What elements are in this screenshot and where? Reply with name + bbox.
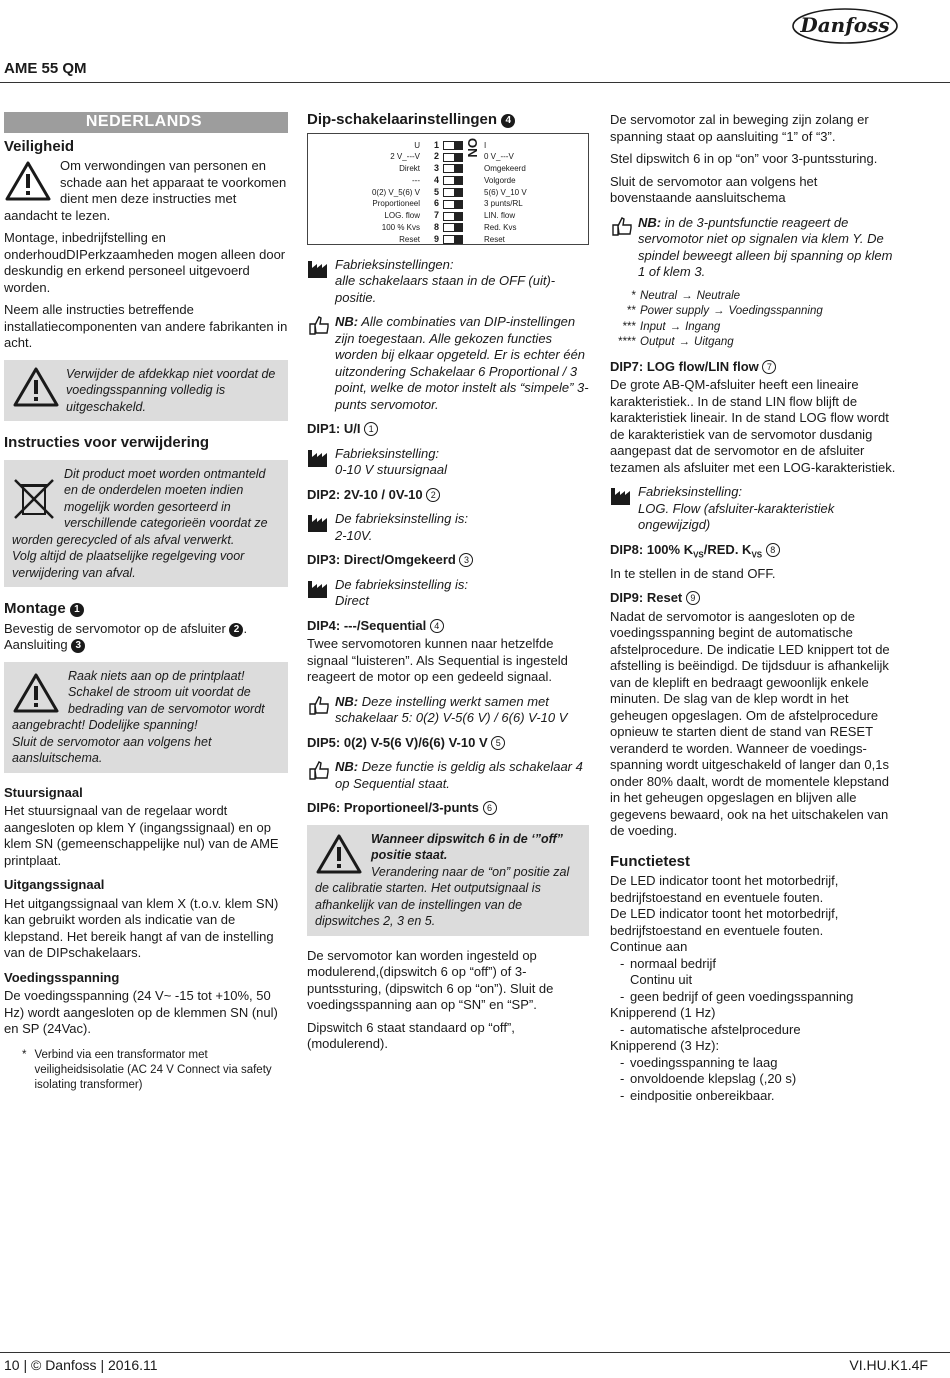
safety-block — [4, 158, 288, 230]
footer-rule — [0, 1352, 950, 1353]
warning-title: Wanneer dipswitch 6 in de ‘”off” positie staat. — [371, 831, 563, 862]
led-state: Continu uit — [630, 972, 693, 988]
factory-icon — [610, 484, 634, 506]
nb-note: NB: Alle combinaties van DIP-instellingen zijn toegestaan. Alle gekozen functies worden bij elkaar opgeteld. Er is echter één uitzondering Schakelaar 6 Proportional / 3 point, welke de motor instelt als “simpele” 3-punts servomotor. — [307, 314, 589, 413]
dip7-text: De grote AB-QM-afsluiter heeft een lineaire karakteristiek.. In de stand LIN flow blijft de karakteristiek lineair. In de stand LOG flow wordt de karakteristiek van de servomotor dusdanig aangepast dat de servomotor en de afsluiter tezamen als afsluiter met een LOG-karakteristiek. — [610, 377, 896, 475]
footnote: * Verbind via een transformator met veiligheidsisolatie (AC 24 V Connect via safety isolating transformer) — [22, 1048, 272, 1091]
factory-icon — [307, 257, 331, 279]
function-test-heading: Functietest — [610, 852, 691, 870]
dip2-heading: DIP2: 2V-10 / 0V-10 2 — [307, 487, 589, 504]
column-2 — [307, 112, 589, 1059]
output-signal-heading: Uitgangssignaal — [4, 877, 105, 892]
factory-setting-note: Fabrieksinstelling: 0-10 V stuursignaal — [307, 446, 589, 479]
dip-switch — [443, 200, 463, 209]
language-bar: NEDERLANDS — [4, 112, 288, 133]
paragraph: Stel dipswitch 6 in op “on” voor 3-puntssturing. — [610, 151, 878, 166]
safety-text: Om verwondingen van personen en schade aan het apparaat te voorkomen dient men deze instructies met aandacht te lezen. — [4, 158, 287, 223]
disposal-text: Dit product moet worden ontmanteld en de onderdelen moeten indien mogelijk worden gesorteerd in verschillende categorieën voordat ze worden gerecycled of als afval verwerkt. — [12, 466, 268, 547]
pointing-hand-icon — [610, 215, 634, 237]
terminal-legend — [610, 289, 896, 351]
dip3-heading: DIP3: Direct/Omgekeerd 3 — [307, 552, 589, 569]
paragraph: De servomotor kan worden ingesteld op modulerend,(dipswitch 6 op “off”) of 3-puntssturing, (dipswitch 6 op “on”). Sluit de voedingsspanning aan op “SN” en “SP”. — [307, 947, 554, 1012]
warning-icon — [315, 833, 363, 875]
danfoss-logo — [790, 4, 900, 46]
connection-text: Aansluiting 3 — [4, 637, 288, 654]
function-test-text: De LED indicator toont het motorbedrijf, bedrijfstoestand en eventuele fouten. — [610, 873, 839, 905]
factory-setting-note: Fabrieksinstellingen: alle schakelaars staan in de OFF (uit)-positie. — [307, 257, 589, 307]
factory-setting-note: De fabrieksinstelling is: Direct — [307, 577, 589, 610]
warning-text-2: Sluit de servomotor aan volgens het aansluitschema. — [12, 734, 212, 765]
montage-text: Bevestig de servomotor op de afsluiter 2 . — [4, 620, 248, 636]
disposal-box — [4, 460, 288, 588]
dip-switch-bank: 1 2 3 4 5 6 7 8 9 — [433, 140, 473, 246]
dip6-heading: DIP6: Proportioneel/3-punts 6 — [307, 800, 589, 817]
warning-text: Verwijder de afdekkap niet voordat de voedingsspanning volledig is uitgeschakeld. — [66, 366, 276, 414]
column-3 — [610, 112, 896, 1104]
header-rule — [0, 82, 950, 83]
paragraph: Sluit de servomotor aan volgens het bovenstaande aansluitschema — [610, 173, 818, 205]
nb-note: NB: in de 3-puntsfunctie reageert de servomotor niet op signalen via klem Y. De spindel beweegt alleen bij spanning op klem 1 of klem 3. — [610, 215, 896, 281]
paragraph: Montage, inbedrijfstelling en onderhoudDIPerkzaamheden mogen alleen door deskundig en erkend personeel uitgevoerd worden. — [4, 230, 286, 295]
led-list: - normaal bedrijf — [610, 956, 896, 973]
led-state: Continue aan — [610, 939, 688, 955]
nb-note: NB: Deze instelling werkt samen met schakelaar 5: 0(2) V-5(6 V) / 6(6) V-10 V — [307, 694, 589, 727]
crossed-bin-icon — [12, 476, 56, 522]
dip1-heading: DIP1: U/I 1 — [307, 421, 589, 438]
dip-switch — [443, 141, 463, 150]
montage-heading: Montage 1 — [4, 601, 288, 618]
dip7-heading: DIP7: LOG flow/LIN flow 7 — [610, 359, 896, 376]
dip-switch — [443, 164, 463, 173]
footer-left: 10 | © Danfoss | 2016.11 — [4, 1357, 158, 1373]
warning-icon — [12, 366, 60, 408]
led-list: - geen bedrijf of geen voedingsspanning — [610, 989, 896, 1006]
warning-icon — [12, 672, 60, 714]
factory-setting-note: Fabrieksinstelling: LOG. Flow (afsluiter-karakteristiek ongewijzigd) — [610, 484, 896, 534]
paragraph: De servomotor zal in beweging zijn zolang er spanning staat op aansluiting “1” of “3”. — [610, 112, 869, 144]
warning-text: Raak niets aan op de printplaat! Schakel de stroom uit voordat de bedrading van de servomotor wordt aangebracht! Dodelijke spanning! — [12, 668, 265, 732]
dip-switch — [443, 212, 463, 221]
control-signal-text: Het stuursignaal van de regelaar wordt aangesloten op klem Y (ingangssignaal) en op klem SN (gemeenschappelijke nul) van de AME printplaat. — [4, 803, 279, 868]
legend-row: * Neutral → Neutrale — [631, 289, 741, 302]
factory-icon — [307, 511, 331, 533]
dip9-text: Nadat de servomotor is aangesloten op de voedingsspanning begint de automatische afstelprocedure. De indicatie LED knippert tot de afstelling is beëindigd. De tijdsduur is afhankelijk van de kleplift en bedraagt gewoonlijk enkele minuten. De slag van de klep wordt in het geheugen opgeslagen. Om de afstelprocedure opnieuw te starten dient de stand van RESET veranderd te worden. Wanneer de voedings-spanning wordt uitgeschakeld of langer dan 0,1s onder 80% daalt, wordt de momentele klepstand in het geheugen opgeslagen en blijven alle gegevens bewaard, ook na het uitschakelen van de voeding. — [610, 608, 890, 839]
safety-heading: Veiligheid — [4, 137, 75, 155]
output-signal-text: Het uitgangssignaal van klem X (t.o.v. klem SN) kan gebruikt worden als indicatie van de klepstand. Het bereik hangt af van de instelling van de DIPschakelaars. — [4, 895, 279, 960]
dip-switch — [443, 223, 463, 232]
factory-setting-note: De fabrieksinstelling is: 2-10V. — [307, 511, 589, 544]
factory-icon — [307, 577, 331, 599]
dip-switch-diagram — [307, 133, 589, 245]
disposal-text-2: Volg altijd de plaatselijke regelgeving voor verwijdering van afval. — [12, 549, 245, 580]
control-signal-heading: Stuursignaal — [4, 784, 83, 800]
supply-text: De voedingsspanning (24 V~ -15 tot +10%, 50 Hz) wordt aangesloten op de klemmen SN (nul) en SP (24Vac). — [4, 988, 278, 1036]
column-1 — [4, 112, 288, 1093]
warning-icon — [4, 160, 52, 202]
figure-ref-badge: 1 — [70, 603, 84, 617]
led-list: - automatische afstelprocedure — [610, 1022, 896, 1039]
dip-switch — [443, 176, 463, 185]
figure-ref-badge: 3 — [71, 639, 85, 653]
dip4-text: Twee servomotoren kunnen naar hetzelfde signaal “luisteren”. Als Sequential is ingesteld reageert de motor op een gedeeld signaal. — [307, 636, 568, 684]
pointing-hand-icon — [307, 314, 331, 336]
nb-note: NB: Deze functie is geldig als schakelaar 4 op Sequential staat. — [307, 759, 589, 792]
factory-icon — [307, 446, 331, 468]
supply-heading: Voedingsspanning — [4, 969, 120, 985]
dip-right-labels: I 0 V_---V Omgekeerd Volgorde 5(6) V_10 V 3 punts/RL LIN. flow Red. Kvs Reset — [484, 140, 527, 244]
dip8-text: In te stellen in de stand OFF. — [610, 565, 776, 581]
disposal-heading: Instructies voor verwijdering — [4, 434, 210, 451]
dip8-heading: DIP8: 100% $K_{VS}$/RED. $K_{VS}$ 8 — [610, 542, 896, 564]
document-title: AME 55 QM — [4, 60, 87, 77]
warning-text: Verandering naar de “on” positie zal de calibratie starten. Het outputsignaal is afhankelijk van de instellingen van de dipswitches 2, 3 en 5. — [315, 864, 570, 928]
legend-row: ** Power supply → Voedingsspanning — [627, 305, 823, 317]
dip9-heading: DIP9: Reset 9 — [610, 590, 896, 607]
legend-row: *** Input → Ingang — [622, 320, 721, 333]
led-list: - voedingsspanning te laag - onvoldoende klepslag (,20 s) - eindpositie onbereikbaar. — [610, 1055, 896, 1105]
dip-settings-heading: Dip-schakelaarinstellingen 4 — [307, 112, 589, 129]
dip-switch — [443, 188, 463, 197]
pointing-hand-icon — [307, 694, 331, 716]
pointing-hand-icon — [307, 759, 331, 781]
paragraph: Neem alle instructies betreffende installatiecomponenten van andere fabrikanten in acht. — [4, 302, 288, 350]
footer-right: VI.HU.K1.4F — [849, 1357, 928, 1373]
warning-box — [4, 662, 288, 773]
legend-row: **** Output → Uitgang — [618, 336, 734, 348]
brand-text: Danfoss — [800, 13, 890, 37]
warning-box — [4, 360, 288, 422]
function-test-text-2: De LED indicator toont het motorbedrijf, bedrijfstoestand en eventuele fouten. — [610, 906, 839, 938]
dip4-heading: DIP4: ---/Sequential 4 — [307, 618, 589, 635]
led-state: Knipperend (3 Hz): — [610, 1038, 720, 1054]
dip-left-labels: U 2 V_---V Direkt --- 0(2) V_5(6) V Proportioneel LOG. flow 100 % Kvs Reset — [371, 140, 420, 244]
dip-switch — [443, 153, 463, 162]
dip-switch — [443, 235, 463, 244]
figure-ref-badge: 2 — [229, 623, 243, 637]
dip5-heading: DIP5: 0(2) V-5(6 V)/6(6) V-10 V 5 — [307, 735, 589, 752]
figure-ref-badge: 4 — [501, 114, 515, 128]
dip-on-label: ON — [465, 137, 480, 157]
warning-box — [307, 825, 589, 936]
paragraph: Dipswitch 6 staat standaard op “off”, (modulerend). — [307, 1019, 515, 1051]
led-state: Knipperend (1 Hz) — [610, 1005, 716, 1021]
